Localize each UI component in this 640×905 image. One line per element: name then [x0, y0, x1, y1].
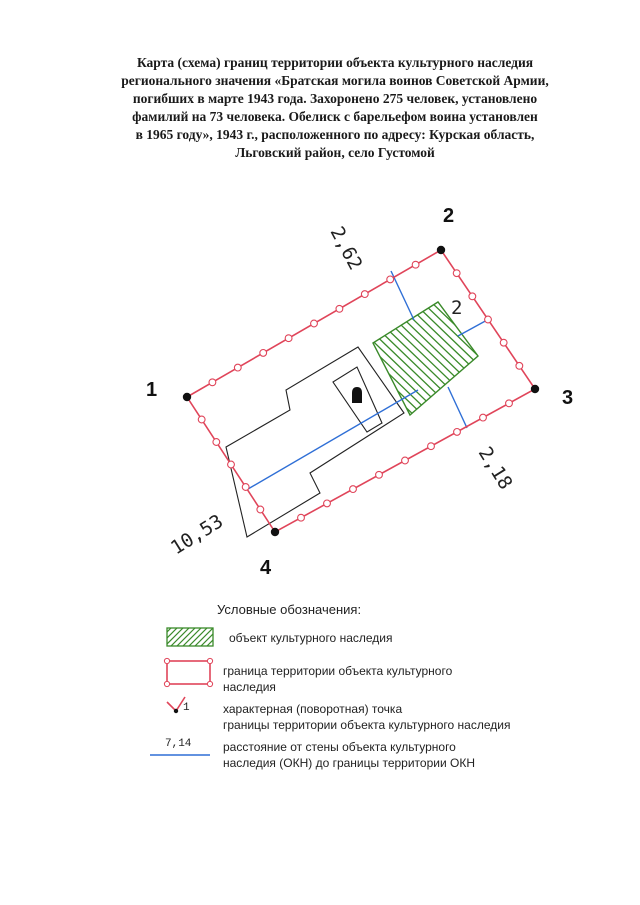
boundary-marker [361, 291, 368, 298]
boundary-marker [311, 320, 318, 327]
boundary-marker [453, 270, 460, 277]
legend-item-boundary: граница территории объекта культурного наследия [223, 664, 453, 694]
boundary-marker [412, 261, 419, 268]
obelisk-icon [352, 387, 362, 403]
hatch-line [483, 300, 608, 420]
hatch-line [474, 300, 599, 420]
legend-turning-point-sample: 1 [183, 702, 190, 714]
title-line: в 1965 году», 1943 г., расположенного по адресу: Курская область, [135, 127, 535, 142]
boundary-marker [454, 429, 461, 436]
distance-line-10-53 [248, 390, 418, 489]
legend-item-heritage-object: объект культурного наследия [229, 631, 393, 645]
boundary-marker [336, 305, 343, 312]
hatch-line [519, 300, 640, 420]
boundary-marker [387, 276, 394, 283]
legend-distance-sample: 7,14 [165, 738, 192, 750]
boundary-marker [260, 350, 267, 357]
distance-label-10-53: 10,53 [166, 510, 228, 560]
corner-point [531, 385, 539, 393]
title-line: фамилий на 73 человека. Обелиск с барельефом воина установлен [132, 109, 538, 124]
boundary-marker [402, 457, 409, 464]
boundary-marker [234, 364, 241, 371]
distance-line-2 [458, 319, 489, 336]
hatch-line [267, 300, 392, 420]
distance-label-2-62: 2,62 [325, 223, 367, 274]
legend-item-distance: расстояние от стены объекта культурного наследия (ОКН) до границы территории ОКН [223, 740, 475, 770]
boundary-marker [298, 514, 305, 521]
corner-label-3: 3 [562, 387, 574, 409]
hatch-line [528, 300, 640, 420]
boundary-marker [480, 414, 487, 421]
legend-boundary-swatch [164, 658, 212, 686]
distance-label-2-18: 2,18 [473, 442, 517, 494]
heritage-object [240, 300, 640, 420]
title-line: Льговский район, село Густомой [235, 145, 435, 160]
boundary-marker [350, 486, 357, 493]
corner-point [271, 528, 279, 536]
corner-point [437, 246, 445, 254]
hatch-line [147, 628, 165, 646]
distance-label-2: 2 [451, 297, 463, 319]
hatch-line [258, 300, 383, 420]
title-line: Карта (схема) границ территории объекта культурного наследия [136, 55, 534, 70]
boundary-marker [209, 379, 216, 386]
boundary-marker [428, 443, 435, 450]
hatch-line [546, 300, 640, 420]
hatch-line [537, 300, 640, 420]
boundary-marker [198, 416, 205, 423]
legend-title: Условные обозначения: [217, 602, 362, 617]
corner-label-2: 2 [443, 205, 455, 227]
boundary-marker [257, 506, 264, 513]
boundary-marker [469, 293, 476, 300]
distance-line-2-18 [448, 387, 467, 428]
boundary-marker [228, 461, 235, 468]
corner-label-1: 1 [146, 379, 158, 401]
corner-label-4: 4 [260, 557, 272, 579]
boundary-marker [516, 362, 523, 369]
distance-line-2-62 [391, 271, 414, 320]
title-line: регионального значения «Братская могила воинов Советской Армии, [121, 73, 549, 88]
title-line: погибших в марте 1943 года. Захоронено 275 человек, установлено [132, 91, 538, 106]
boundary-marker [506, 400, 513, 407]
building-outline [226, 347, 404, 537]
boundary-marker [324, 500, 331, 507]
boundary-marker [500, 339, 507, 346]
boundary-marker [213, 439, 220, 446]
legend-item-turning-point: характерная (поворотная) точка границы территории объекта культурного наследия [223, 702, 511, 732]
boundary-marker [285, 335, 292, 342]
corner-point [183, 393, 191, 401]
boundary-marker [242, 484, 249, 491]
boundary-marker [485, 316, 492, 323]
boundary-marker [376, 471, 383, 478]
